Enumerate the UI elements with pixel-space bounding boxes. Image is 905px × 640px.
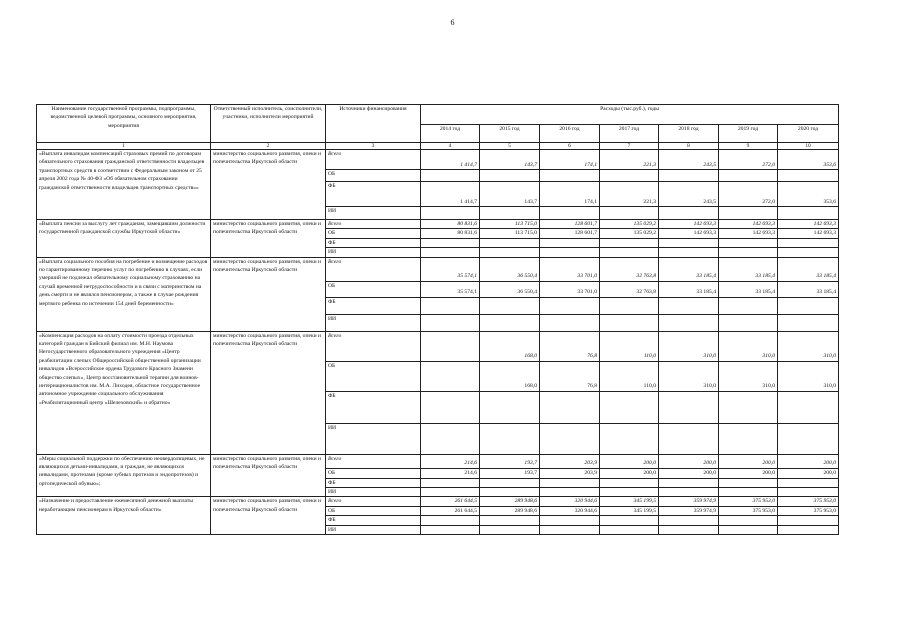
amount-cell: 1 414,7 xyxy=(421,150,480,170)
column-number: 7 xyxy=(600,143,659,150)
amount-cell xyxy=(778,297,839,314)
amount-cell xyxy=(480,314,540,331)
amount-cell: 36 550,4 xyxy=(480,257,540,281)
header-executor: Ответственный исполнитель, соисполнители, участники, исполнители мероприятий xyxy=(211,105,326,143)
column-number: 9 xyxy=(719,143,778,150)
amount-cell xyxy=(719,391,778,423)
amount-cell xyxy=(659,248,719,257)
amount-cell xyxy=(719,423,778,454)
amount-cell xyxy=(659,238,719,247)
amount-cell xyxy=(540,423,600,454)
amount-cell xyxy=(659,487,719,496)
amount-cell: 353,6 xyxy=(778,182,839,207)
amount-cell: 143,7 xyxy=(480,182,540,207)
header-year: 2014 год xyxy=(421,125,480,143)
amount-cell: 221,3 xyxy=(600,182,659,207)
funding-source: ФБ xyxy=(326,391,421,423)
amount-cell: 143,7 xyxy=(480,150,540,170)
activity-name: «Меры социальной поддержки по обеспечению неовердолицевых, не являющихся детьми-инвалидами, и граждан, не являющихся инвалидами, протезами (кроме зубных протезов и эндопротезов) и ортопедической обувью»; xyxy=(37,454,211,497)
amount-cell: 110,0 xyxy=(600,361,659,391)
amount-cell: 174,1 xyxy=(540,182,600,207)
amount-cell xyxy=(480,487,540,496)
funding-source: Всего xyxy=(326,331,421,361)
column-number: 3 xyxy=(326,143,421,150)
amount-cell xyxy=(778,525,839,534)
amount-cell xyxy=(719,478,778,487)
amount-cell xyxy=(600,170,659,182)
amount-cell: 200,0 xyxy=(600,468,659,478)
amount-cell xyxy=(480,248,540,257)
column-number: 1 xyxy=(37,143,211,150)
amount-cell: 203,9 xyxy=(540,454,600,468)
amount-cell xyxy=(421,331,480,361)
funding-source: ИИ xyxy=(326,487,421,496)
amount-cell: 375 953,0 xyxy=(778,497,839,506)
amount-cell: 142 693,3 xyxy=(719,229,778,238)
funding-source: Всего xyxy=(326,220,421,229)
amount-cell xyxy=(659,516,719,525)
table-row xyxy=(37,497,839,506)
amount-cell xyxy=(719,238,778,247)
amount-cell: 32 763,8 xyxy=(600,257,659,281)
funding-source: ОБ xyxy=(326,506,421,515)
amount-cell xyxy=(480,391,540,423)
amount-cell: 36 550,4 xyxy=(480,281,540,297)
amount-cell xyxy=(719,170,778,182)
amount-cell: 1 414,7 xyxy=(421,182,480,207)
amount-cell xyxy=(540,207,600,220)
funding-source: ФБ xyxy=(326,238,421,247)
amount-cell xyxy=(480,238,540,247)
amount-cell: 320 944,6 xyxy=(540,506,600,515)
amount-cell: 310,0 xyxy=(659,331,719,361)
amount-cell: 33 701,0 xyxy=(540,257,600,281)
amount-cell: 76,8 xyxy=(540,331,600,361)
amount-cell xyxy=(600,516,659,525)
activity-name: «Выплата пенсии за выслугу лет гражданам, замещавшим должности государственной гражданской службы Иркутской области» xyxy=(37,220,211,258)
amount-cell: 289 948,6 xyxy=(480,506,540,515)
activity-name: «Выплата инвалидам компенсаций страховых премий по договорам обязательного страхования гражданской ответственности владельцев транспортных средств в соответствии с Федеральным законом от 25 апреля 2002 года № 40-ФЗ «Об обязательном страховании гражданской ответственности владельцев транспортных средств»» xyxy=(37,150,211,220)
column-number: 5 xyxy=(480,143,540,150)
amount-cell xyxy=(540,487,600,496)
activity-name: «Выплата социального пособия на погребение и возмещение расходов по гарантированному перечню услуг по погребению в случаях, если умерший не подлежал обязательному социальному страхованию на случай временной нетрудоспособности и в связи с материнством на день смерти и не являлся пенсионером, а также в случае рождения мертвого ребенка по истечении 154 дней беременности» xyxy=(37,257,211,331)
amount-cell xyxy=(421,391,480,423)
funding-source: Всего xyxy=(326,454,421,468)
amount-cell xyxy=(778,248,839,257)
budget-table xyxy=(36,104,839,535)
page-number: 6 xyxy=(450,18,455,27)
amount-cell: 113 715,0 xyxy=(480,220,540,229)
funding-source: ФБ xyxy=(326,182,421,207)
amount-cell xyxy=(421,170,480,182)
funding-source: ОБ xyxy=(326,281,421,297)
amount-cell xyxy=(778,207,839,220)
amount-cell: 168,0 xyxy=(480,331,540,361)
funding-source: Всего xyxy=(326,150,421,170)
amount-cell xyxy=(480,297,540,314)
header-name: Наименование государственной программы, подпрограммы, ведомственной целевой программы, основного мероприятия, мероприятия xyxy=(37,105,211,143)
amount-cell: 200,0 xyxy=(600,454,659,468)
amount-cell: 289 948,6 xyxy=(480,497,540,506)
executor: министерство социального развития, опеки и попечительства Иркутской области xyxy=(211,257,326,331)
amount-cell: 142 693,3 xyxy=(659,220,719,229)
amount-cell: 375 953,0 xyxy=(719,497,778,506)
amount-cell xyxy=(600,487,659,496)
amount-cell: 128 601,7 xyxy=(540,229,600,238)
amount-cell: 33 185,4 xyxy=(719,281,778,297)
amount-cell xyxy=(421,423,480,454)
amount-cell: 200,0 xyxy=(778,454,839,468)
amount-cell xyxy=(719,314,778,331)
amount-cell: 33 185,4 xyxy=(778,257,839,281)
amount-cell xyxy=(540,297,600,314)
amount-cell xyxy=(421,314,480,331)
amount-cell: 113 715,0 xyxy=(480,229,540,238)
amount-cell: 80 831,6 xyxy=(421,229,480,238)
amount-cell xyxy=(540,525,600,534)
table-row xyxy=(37,454,839,468)
amount-cell xyxy=(778,170,839,182)
amount-cell: 200,0 xyxy=(778,468,839,478)
amount-cell xyxy=(778,487,839,496)
header-expenses: Расходы (тыс.руб.), годы xyxy=(421,105,839,125)
amount-cell xyxy=(421,525,480,534)
amount-cell: 168,0 xyxy=(480,361,540,391)
amount-cell: 310,0 xyxy=(719,331,778,361)
amount-cell: 33 185,4 xyxy=(719,257,778,281)
funding-source: ФБ xyxy=(326,297,421,314)
amount-cell: 200,0 xyxy=(719,454,778,468)
amount-cell: 272,0 xyxy=(719,150,778,170)
amount-cell: 142 693,3 xyxy=(719,220,778,229)
amount-cell: 359 974,9 xyxy=(659,497,719,506)
amount-cell: 33 701,0 xyxy=(540,281,600,297)
amount-cell xyxy=(600,423,659,454)
amount-cell xyxy=(480,525,540,534)
amount-cell: 200,0 xyxy=(719,468,778,478)
executor: министерство социального развития, опеки и попечительства Иркутской области xyxy=(211,150,326,220)
amount-cell: 142 693,3 xyxy=(659,229,719,238)
amount-cell: 261 644,5 xyxy=(421,506,480,515)
table-row xyxy=(37,220,839,229)
amount-cell xyxy=(659,391,719,423)
amount-cell xyxy=(600,297,659,314)
amount-cell: 142 693,3 xyxy=(778,220,839,229)
amount-cell: 345 199,5 xyxy=(600,506,659,515)
amount-cell xyxy=(421,297,480,314)
amount-cell xyxy=(480,516,540,525)
funding-source: ОБ xyxy=(326,229,421,238)
funding-source: ИИ xyxy=(326,207,421,220)
funding-source: ФБ xyxy=(326,478,421,487)
column-number: 8 xyxy=(659,143,719,150)
amount-cell: 135 029,2 xyxy=(600,229,659,238)
amount-cell: 193,7 xyxy=(480,454,540,468)
header-year: 2019 год xyxy=(719,125,778,143)
amount-cell xyxy=(540,516,600,525)
header-year: 2018 год xyxy=(659,125,719,143)
executor: министерство социального развития, опеки и попечительства Иркутской области xyxy=(211,220,326,258)
column-number: 10 xyxy=(778,143,839,150)
executor: министерство социального развития, опеки и попечительства Иркутской области xyxy=(211,497,326,535)
table-row xyxy=(37,331,839,361)
header-year: 2020 год xyxy=(778,125,839,143)
executor: министерство социального развития, опеки и попечительства Иркутской области xyxy=(211,454,326,497)
table-row xyxy=(37,150,839,170)
funding-source: Всего xyxy=(326,257,421,281)
amount-cell xyxy=(540,314,600,331)
amount-cell: 310,0 xyxy=(778,361,839,391)
amount-cell xyxy=(540,238,600,247)
amount-cell: 353,6 xyxy=(778,150,839,170)
amount-cell: 310,0 xyxy=(659,361,719,391)
funding-source: Всего xyxy=(326,497,421,506)
amount-cell xyxy=(421,207,480,220)
amount-cell xyxy=(600,478,659,487)
amount-cell: 35 574,1 xyxy=(421,257,480,281)
amount-cell: 32 763,8 xyxy=(600,281,659,297)
funding-source: ИИ xyxy=(326,248,421,257)
amount-cell xyxy=(540,248,600,257)
amount-cell xyxy=(778,391,839,423)
funding-source: ФБ xyxy=(326,516,421,525)
amount-cell xyxy=(659,297,719,314)
amount-cell xyxy=(600,238,659,247)
amount-cell xyxy=(421,361,480,391)
amount-cell xyxy=(719,207,778,220)
amount-cell xyxy=(778,478,839,487)
amount-cell: 193,7 xyxy=(480,468,540,478)
amount-cell xyxy=(778,423,839,454)
amount-cell: 35 574,1 xyxy=(421,281,480,297)
amount-cell xyxy=(659,525,719,534)
amount-cell xyxy=(719,525,778,534)
amount-cell xyxy=(480,170,540,182)
amount-cell: 221,3 xyxy=(600,150,659,170)
amount-cell xyxy=(480,423,540,454)
amount-cell xyxy=(480,478,540,487)
amount-cell xyxy=(540,391,600,423)
amount-cell: 203,9 xyxy=(540,468,600,478)
amount-cell: 310,0 xyxy=(719,361,778,391)
header-year: 2015 год xyxy=(480,125,540,143)
amount-cell: 310,0 xyxy=(778,331,839,361)
funding-source: ИИ xyxy=(326,314,421,331)
amount-cell xyxy=(600,207,659,220)
amount-cell: 142 693,3 xyxy=(778,229,839,238)
amount-cell: 261 644,5 xyxy=(421,497,480,506)
amount-cell: 80 831,6 xyxy=(421,220,480,229)
amount-cell xyxy=(778,238,839,247)
table-row xyxy=(37,257,839,281)
activity-name: «Назначение и предоставление ежемесячной денежной выплаты неработающим пенсионерам в Иркутской области» xyxy=(37,497,211,535)
header-year: 2017 год xyxy=(600,125,659,143)
amount-cell xyxy=(659,170,719,182)
funding-source: ИИ xyxy=(326,525,421,534)
amount-cell xyxy=(600,248,659,257)
amount-cell: 272,0 xyxy=(719,182,778,207)
amount-cell xyxy=(421,516,480,525)
column-number: 4 xyxy=(421,143,480,150)
amount-cell xyxy=(719,248,778,257)
amount-cell: 33 185,4 xyxy=(778,281,839,297)
amount-cell xyxy=(480,207,540,220)
amount-cell xyxy=(659,207,719,220)
amount-cell: 110,0 xyxy=(600,331,659,361)
amount-cell: 33 185,4 xyxy=(659,257,719,281)
amount-cell: 375 953,0 xyxy=(778,506,839,515)
column-number: 2 xyxy=(211,143,326,150)
funding-source: ОБ xyxy=(326,468,421,478)
amount-cell xyxy=(600,314,659,331)
amount-cell: 135 029,2 xyxy=(600,220,659,229)
amount-cell: 359 974,9 xyxy=(659,506,719,515)
funding-source: ОБ xyxy=(326,170,421,182)
amount-cell xyxy=(421,248,480,257)
amount-cell xyxy=(659,478,719,487)
amount-cell xyxy=(659,423,719,454)
amount-cell: 174,1 xyxy=(540,150,600,170)
header-year: 2016 год xyxy=(540,125,600,143)
amount-cell: 243,5 xyxy=(659,150,719,170)
amount-cell: 345 199,5 xyxy=(600,497,659,506)
amount-cell xyxy=(719,487,778,496)
amount-cell: 214,6 xyxy=(421,468,480,478)
amount-cell: 320 944,6 xyxy=(540,497,600,506)
amount-cell xyxy=(778,314,839,331)
activity-name: «Компенсация расходов на оплату стоимости проезда отдельных категорий граждан в Бийский филиал им. М.Н. Наумова Негосударственного образовательного учреждения «Центр реабилитации слепых Общероссийской общественной организации инвалидов «Всероссийское ордена Трудового Красного Знамени общество слепых», Центр восстановительной терапии для воинов-интернационалистов им. М.А. Лиходея, областное государственное автономное учреждение социального обслуживания «Реабилитационный центр «Шелеховский» и обратно» xyxy=(37,331,211,454)
amount-cell xyxy=(540,170,600,182)
amount-cell xyxy=(659,314,719,331)
amount-cell xyxy=(719,516,778,525)
column-number: 6 xyxy=(540,143,600,150)
header-sources: Источники финансирования xyxy=(326,105,421,143)
amount-cell: 375 953,0 xyxy=(719,506,778,515)
amount-cell: 214,6 xyxy=(421,454,480,468)
amount-cell xyxy=(778,516,839,525)
amount-cell: 200,0 xyxy=(659,454,719,468)
executor: министерство социального развития, опеки и попечительства Иркутской области xyxy=(211,331,326,454)
amount-cell xyxy=(600,525,659,534)
funding-source: ОБ xyxy=(326,361,421,391)
amount-cell: 128 601,7 xyxy=(540,220,600,229)
amount-cell xyxy=(540,478,600,487)
amount-cell xyxy=(719,297,778,314)
amount-cell xyxy=(600,391,659,423)
amount-cell: 200,0 xyxy=(659,468,719,478)
amount-cell: 76,8 xyxy=(540,361,600,391)
amount-cell: 33 185,4 xyxy=(659,281,719,297)
funding-source: ИИ xyxy=(326,423,421,454)
amount-cell xyxy=(421,238,480,247)
amount-cell: 243,5 xyxy=(659,182,719,207)
amount-cell xyxy=(421,487,480,496)
amount-cell xyxy=(421,478,480,487)
